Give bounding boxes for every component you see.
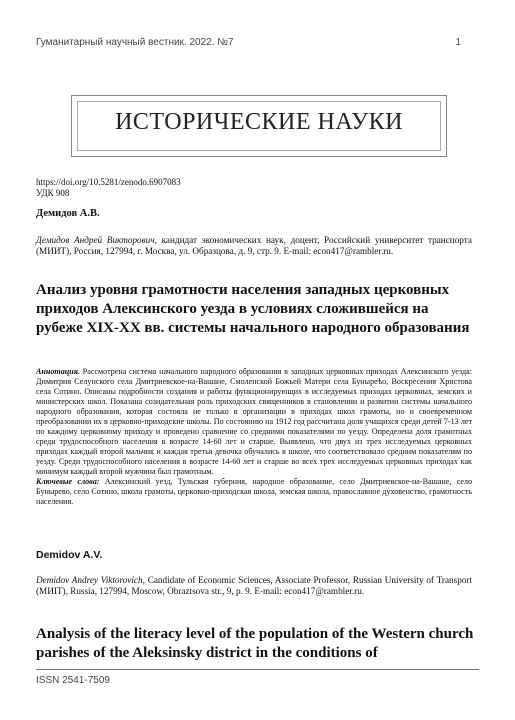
author-full-name-ru: Демидов Андрей Викторович [36, 235, 155, 245]
article-meta [36, 177, 181, 198]
doi-link[interactable]: https://doi.org/10.5281/zenodo.6907083 [36, 177, 181, 187]
author-full-name-en: Demidov Andrey Viktorovich [36, 575, 143, 585]
affiliation-details-en: , Candidate of Economic Sciences, Associate Professor, Russian University of Transport (МИІТ), Russia, 127994, Moscow, Obraztsova str., 9, p. 9. E-mail: econ417@rambler.ru. [36, 575, 472, 597]
affiliation-details-ru: , кандидат экономических наук, доцент, Российский университет транспорта (МИИТ), Россия, 127994, г. Москва, ул. Образцова, д. 9, стр. 9. E-mail: econ417@rambler.ru. [36, 235, 472, 257]
abstract-text: Рассмотрена система начального народного образования в западных церковных приходах Алексинского уезда: Димитрия Селунского села Дмитриевское-на-Вашане, Смоленской Божьей Матери села Буныреѣо, Воскресения Христова села Сотино. Описаны подробности создания и работы функционирующих в исследуемых приходах церковных, земских и министерских школ. Показана созидательная роль приходских священников в становлении и развитии системы начального народного образования, которая состояла не только в организации в приходах школ грамоты, но и своевременном преобразовании их в церковно-приходские школы. По состоянию на 1912 год рассчитана доля учащихся среди детей 7-13 лет по каждому церковному приходу и проведено сравнение со средними показателями по уезду. Определена доля грамотных среди трудоспособного населения в возрасте 14-60 лет и старше. Выявлено, что двух из трех исследуемых церковных приходах каждый второй мальчик и каждая третья девочка обучались в школе, что соответствовало средним показателям по уезду. Среди трудоспособного населения в возрасте 14-60 лет и старше во всех трех исследуемых церковных приходах как минимум каждый второй мужчина был грамотным. [36, 367, 472, 476]
running-header [36, 37, 461, 48]
article-title-ru: Анализ уровня грамотности населения западных церковных приходов Алексинского уезда в условиях сложившейся на рубеже XIX-XX вв. системы начального народного образования [36, 282, 470, 336]
udk-code: УДК 908 [36, 187, 70, 198]
author-affiliation-ru [36, 235, 472, 257]
author-affiliation-en [36, 575, 472, 597]
author-name-ru: Демидов А.В. [36, 208, 100, 219]
keywords-text: Алексинский уезд, Тульская губерния, народное образование, село Дмитриевское-на-Вашане, село Бунырево, село Сотино, школа грамоты, церковно-приходская школа, земская школа, православное духовенство, грамотность населения. [36, 477, 472, 506]
footer-issn: ISSN 2541-7509 [36, 675, 110, 686]
keywords-label: Ключевые слова: [36, 477, 100, 486]
abstract [36, 367, 472, 507]
section-title: ИСТОРИЧЕСКИЕ НАУКИ [115, 109, 403, 135]
journal-title: Гуманитарный научный вестник. 2022. №7 [36, 37, 234, 48]
section-banner [71, 95, 447, 157]
abstract-label: Аннотация. [36, 367, 80, 376]
footer-divider [36, 669, 479, 670]
page-number: 1 [455, 37, 461, 48]
author-name-en: Demidov A.V. [36, 549, 103, 561]
article-title-en: Analysis of the literacy level of the population of the Western church parishes of the Aleksinsky district in the conditions of [36, 626, 474, 661]
